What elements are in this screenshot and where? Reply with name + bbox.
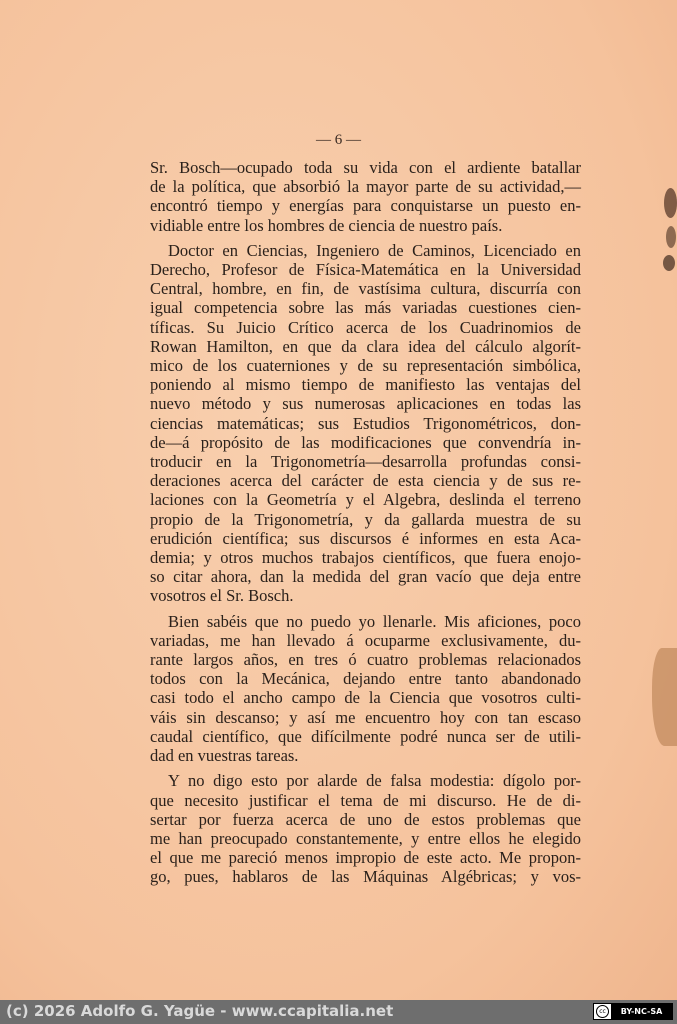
copyright-footer <box>0 1000 677 1024</box>
text-line: Rowan Hamilton, en que da clara idea del cálculo algorít- <box>150 336 581 356</box>
page-number: — 6 — <box>316 132 361 148</box>
copyright-text: (c) 2026 Adolfo G. Yagüe - www.ccapitalia.net <box>6 1002 394 1020</box>
text-line: mico de los cuaterniones y de su representación simbólica, <box>150 356 581 376</box>
text-line: Derecho, Profesor de Física-Matemática en la Universidad <box>150 260 581 280</box>
text-line: váis sin descanso; y así me encuentro hoy con tan escaso <box>150 707 581 727</box>
text-body <box>150 158 581 893</box>
page-stain-top-right <box>664 188 677 218</box>
text-line: Y no digo esto por alarde de falsa modestia: dígolo por- <box>168 771 581 791</box>
text-line: troducir en la Trigonometría—desarrolla profundas consi- <box>150 452 581 472</box>
paragraph-4 <box>150 771 581 886</box>
text-line: demia; y otros muchos trabajos científicos, que fuera enojo- <box>150 548 581 568</box>
text-line: todos con la Mecánica, dejando entre tanto abandonado <box>150 669 581 689</box>
paragraph-1 <box>150 158 581 235</box>
text-line: ciencias matemáticas; sus Estudios Trigonométricos, don- <box>150 413 581 433</box>
paragraph-3 <box>150 612 581 766</box>
text-line: poniendo al mismo tiempo de manifiesto las ventajas del <box>150 375 581 395</box>
text-line: deraciones acerca del carácter de esta ciencia y de sus re- <box>150 471 581 491</box>
text-line: caudal científico, que difícilmente podré nunca ser de utili- <box>150 726 581 746</box>
text-line: so citar ahora, dan la medida del gran vacío que deja entre <box>150 567 581 587</box>
text-line: encontró tiempo y energías para conquistarse un puesto en- <box>150 196 581 216</box>
page-stain-right-dot <box>663 255 675 271</box>
text-line: que necesito justificar el tema de mi discurso. He de di- <box>150 790 581 810</box>
text-line: rante largos años, en tres ó cuatro problemas relacionados <box>150 650 581 670</box>
text-line: variadas, me han llevado á ocuparme exclusivamente, du- <box>150 630 581 650</box>
text-line: me han preocupado constantemente, y entre ellos he elegido <box>150 828 581 848</box>
text-line: vosotros el Sr. Bosch. <box>150 586 294 606</box>
page-stain-right-large <box>652 648 677 746</box>
text-line: Sr. Bosch—ocupado toda su vida con el ardiente batallar <box>150 158 581 177</box>
text-line: propio de la Trigonometría, y da gallarda muestra de su <box>150 509 581 529</box>
text-line: Doctor en Ciencias, Ingeniero de Caminos, Licenciado en <box>168 240 581 260</box>
text-line: de—á propósito de las modificaciones que convendría in- <box>150 432 581 452</box>
cc-license-label: BY-NC-SA <box>611 1004 672 1019</box>
text-line: dad en vuestras tareas. <box>150 746 299 766</box>
text-line: Central, hombre, en fin, de vastísima cultura, discurría con <box>150 279 581 299</box>
text-line: igual competencia sobre las más variadas cuestiones cien- <box>150 298 581 318</box>
cc-license-badge[interactable] <box>593 1003 673 1020</box>
text-line: vidiable entre los hombres de ciencia de nuestro país. <box>150 215 503 235</box>
text-line: de la política, que absorbió la mayor parte de su actividad,— <box>150 177 581 197</box>
text-line: casi todo el ancho campo de la Ciencia que vosotros culti- <box>150 688 581 708</box>
page-stain-right-small <box>666 226 676 248</box>
paragraph-2 <box>150 241 581 606</box>
text-line: erudición científica; sus discursos é informes en esta Aca- <box>150 528 581 548</box>
text-line: sertar por fuerza acerca de uno de estos problemas que <box>150 809 581 829</box>
text-line: go, pues, hablaros de las Máquinas Algébricas; y vos- <box>150 867 581 887</box>
text-line: tíficas. Su Juicio Crítico acerca de los Cuadrinomios de <box>150 317 581 337</box>
text-line: nuevo método y sus numerosas aplicaciones en todas las <box>150 394 581 414</box>
cc-icon: cc <box>596 1005 609 1018</box>
text-line: el que me pareció menos impropio de este acto. Me propon- <box>150 848 581 868</box>
text-line: Bien sabéis que no puedo yo llenarle. Mis aficiones, poco <box>168 611 581 631</box>
text-line: laciones con la Geometría y el Algebra, deslinda el terreno <box>150 490 581 510</box>
